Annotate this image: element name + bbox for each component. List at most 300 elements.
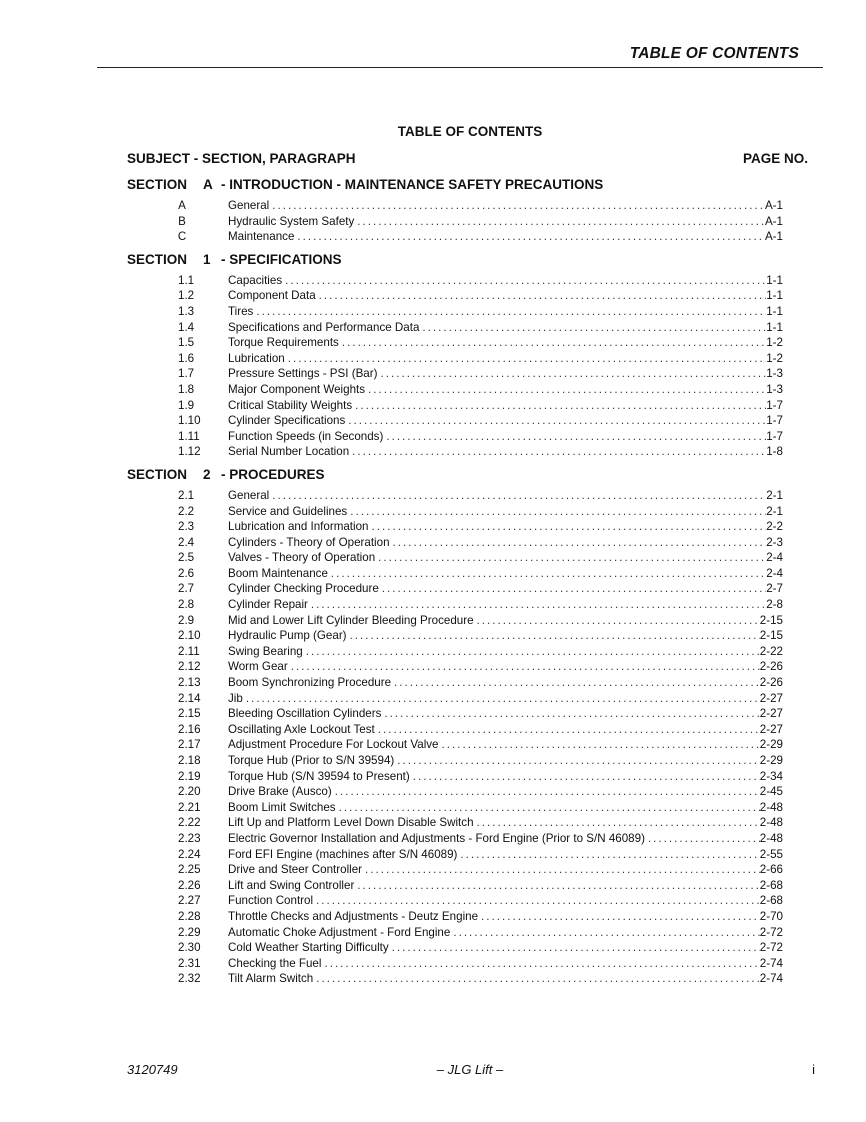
toc-entry [127, 862, 827, 878]
toc-entry-page: 2-55 [759, 847, 783, 861]
toc-entry-line [228, 862, 783, 878]
toc-entry [127, 706, 827, 722]
toc-entry-page: 2-48 [759, 831, 783, 845]
toc-entry [127, 398, 827, 414]
header-rule [97, 67, 823, 68]
toc-entry-title: Mid and Lower Lift Cylinder Bleeding Procedure [228, 613, 474, 627]
dot-leader [477, 613, 760, 629]
toc-entry-title: Drive and Steer Controller [228, 863, 363, 877]
toc-entry-line [228, 288, 783, 304]
toc-entry-line [228, 878, 783, 894]
toc-entry-line [228, 519, 783, 535]
toc-entry-line [228, 628, 783, 644]
toc-entry-title: Hydraulic System Safety [228, 214, 355, 228]
toc-entry [127, 229, 827, 245]
toc-entry-page: 2-3 [766, 535, 783, 549]
dot-leader [394, 675, 760, 691]
toc-entry [127, 214, 827, 230]
toc-entry-number: 1.11 [178, 429, 200, 443]
toc-entry [127, 597, 827, 613]
toc-entry-title: Checking the Fuel [228, 956, 322, 970]
toc-entry [127, 815, 827, 831]
toc-entry-page: 2-15 [759, 629, 783, 643]
toc-entry-number: 1.7 [178, 367, 195, 381]
toc-entry-page: 1-2 [766, 351, 783, 365]
dot-leader [288, 351, 767, 367]
toc-entry-title: Torque Hub (Prior to S/N 39594) [228, 754, 395, 767]
toc-entry-title: Jib [228, 691, 243, 705]
toc-entry [127, 198, 827, 214]
toc-entry-page: 2-7 [766, 582, 783, 596]
toc-entry-page: 2-72 [759, 925, 783, 939]
toc-entry-page: 2-26 [759, 660, 783, 674]
dot-leader [272, 198, 765, 214]
toc-entry-line [228, 566, 783, 582]
toc-entry-title: Swing Bearing [228, 644, 303, 658]
toc-entry [127, 366, 827, 382]
dot-leader [316, 971, 760, 987]
section-id: 1 [203, 251, 211, 267]
toc-entry-line [228, 535, 783, 551]
toc-entry-title: Automatic Choke Adjustment - Ford Engine [228, 925, 451, 939]
toc-entry-page: 2-15 [759, 613, 783, 627]
toc-entry-number: A [178, 199, 186, 212]
toc-entry-title: Lift Up and Platform Level Down Disable Switch [228, 816, 474, 830]
toc-entry-page: 1-2 [766, 336, 783, 350]
toc-entry [127, 488, 827, 504]
toc-entry-number: 2.19 [178, 769, 201, 783]
dot-leader [350, 628, 760, 644]
dot-leader [365, 862, 760, 878]
toc-entry-title: Drive Brake (Ausco) [228, 785, 332, 799]
toc-entry-title: Pressure Settings - PSI (Bar) [228, 367, 378, 381]
toc-entry-line [228, 847, 783, 863]
toc-entry-number: 1.4 [178, 320, 195, 334]
toc-entry-page: 1-3 [766, 382, 783, 396]
toc-entry-number: 2.20 [178, 785, 201, 799]
toc-entry-number: 2.14 [178, 691, 201, 705]
toc-entry-title: Lift and Swing Controller [228, 878, 355, 892]
toc-entry-line [228, 940, 783, 956]
toc-entry-number: C [177, 230, 187, 244]
toc-entry-number: 1.1 [178, 273, 195, 287]
dot-leader [324, 956, 759, 972]
dot-leader [246, 691, 760, 707]
toc-entry-title: Function Control [228, 894, 314, 908]
toc-entry-line [228, 956, 783, 972]
toc-entry-number: 2.27 [178, 894, 201, 908]
toc-entry-title: Electric Governor Installation and Adjustments - Ford Engine (Prior to S/N 46089) [228, 831, 645, 845]
toc-entry-title: Cold Weather Starting Difficulty [228, 941, 389, 955]
toc-entry [127, 382, 827, 398]
section-title: - PROCEDURES [221, 466, 325, 482]
toc-entry-title: General [228, 488, 270, 502]
toc-entry [127, 893, 827, 909]
toc-entry-page: 2-74 [759, 956, 783, 970]
toc-entry-line [228, 382, 783, 398]
dot-leader [331, 566, 766, 582]
footer-page-number: i [812, 1062, 815, 1077]
toc-entry-line [228, 893, 783, 909]
toc-entry [127, 659, 827, 675]
toc-entry-number: 1.12 [178, 445, 201, 459]
toc-entry-page: 1-1 [766, 289, 783, 303]
dot-leader [357, 214, 765, 230]
toc-entry-page: 2-45 [759, 785, 783, 799]
toc-entry-page: 2-29 [759, 738, 783, 752]
dot-leader [648, 831, 760, 847]
toc-entry-page: 1-3 [766, 367, 783, 381]
toc-entry [127, 691, 827, 707]
toc-entry [127, 940, 827, 956]
toc-entry-title: Cylinder Specifications [228, 414, 346, 428]
toc-entry-line [228, 597, 783, 613]
dot-leader [453, 925, 759, 941]
toc-entry-number: 2.31 [178, 956, 201, 970]
footer-doc-number: 3120749 [127, 1062, 178, 1077]
toc-entry-title: Valves - Theory of Operation [228, 551, 376, 565]
toc-entry-line [228, 229, 783, 245]
dot-leader [355, 398, 766, 414]
toc-entry-number: 2.6 [178, 566, 195, 580]
dot-leader [422, 320, 766, 336]
toc-entry [127, 769, 827, 785]
dot-leader [272, 488, 766, 504]
toc-entry-page: 1-1 [766, 320, 783, 334]
toc-entry-page: 2-48 [759, 800, 783, 814]
toc-entry-number: 2.28 [178, 909, 201, 923]
toc-entry-number: 2.9 [178, 613, 195, 627]
toc-entry-number: 2.15 [178, 707, 201, 721]
toc-entry-line [228, 831, 783, 847]
toc-entry-line [228, 675, 783, 691]
toc-entry-line [228, 488, 783, 504]
toc-entry-number: 2.26 [178, 878, 201, 892]
toc-entry-number: 1.9 [178, 398, 195, 412]
toc-entry-list [127, 273, 827, 460]
toc-entry-page: 2-27 [759, 707, 783, 721]
toc-entry-line [228, 550, 783, 566]
toc-entry-line [228, 413, 783, 429]
toc-entry-page: 2-29 [759, 754, 783, 767]
dot-leader [386, 429, 766, 445]
dot-leader [316, 893, 760, 909]
toc-entry-title: Lubrication [228, 351, 285, 365]
toc-entry-line [228, 971, 783, 987]
toc-entry-line [228, 815, 783, 831]
dot-leader [348, 413, 766, 429]
toc-entry-line [228, 581, 783, 597]
toc-entry [127, 956, 827, 972]
toc-entry-line [228, 320, 783, 336]
toc-entry-page: 2-48 [759, 816, 783, 830]
toc-entry-page: 2-4 [766, 566, 783, 580]
toc-entry-line [228, 198, 783, 214]
toc-entry [127, 613, 827, 629]
toc-entry-title: Cylinder Checking Procedure [228, 582, 379, 596]
toc-entry-title: Throttle Checks and Adjustments - Deutz Engine [228, 909, 479, 923]
toc-entry-title: Serial Number Location [228, 445, 350, 459]
section-label: SECTION [127, 177, 188, 192]
toc-entry-number: 2.21 [178, 800, 201, 814]
dot-leader [357, 878, 759, 894]
toc-entry-list [127, 198, 827, 245]
toc-entry-page: 2-72 [759, 941, 783, 955]
dot-leader [350, 504, 766, 520]
toc-entry-number: 2.25 [178, 863, 201, 877]
toc-entry-line [228, 769, 783, 785]
toc-entry-number: 2.1 [178, 488, 195, 502]
toc-entry-page: 2-27 [759, 722, 783, 736]
toc-entry-line [228, 800, 783, 816]
toc-entry-page: 1-7 [766, 398, 783, 412]
toc-entry-title: Torque Requirements [228, 336, 339, 350]
toc-entry-page: 1-7 [766, 414, 783, 428]
toc-entry-title: Ford EFI Engine (machines after S/N 46089) [228, 847, 458, 861]
toc-entry-page: 2-68 [759, 878, 783, 892]
toc-entry-line [228, 335, 783, 351]
toc-entry-number: 2.29 [178, 925, 201, 939]
toc-entry-title: Critical Stability Weights [228, 398, 353, 412]
toc-entry [127, 288, 827, 304]
dot-leader [342, 335, 766, 351]
toc-entry-title: Major Component Weights [228, 382, 366, 396]
toc-entry [127, 413, 827, 429]
toc-entry-line [228, 366, 783, 382]
section-title: - SPECIFICATIONS [221, 251, 342, 267]
toc-entry [127, 925, 827, 941]
toc-title: TABLE OF CONTENTS [397, 124, 543, 139]
dot-leader [285, 273, 766, 289]
toc-entry [127, 675, 827, 691]
toc-entry-number: 2.22 [178, 816, 201, 830]
section-title: - INTRODUCTION - MAINTENANCE SAFETY PRECAUTIONS [221, 177, 604, 192]
toc-entry-number: 2.13 [178, 676, 201, 690]
dot-leader [393, 535, 767, 551]
dot-leader [368, 382, 766, 398]
toc-entry-page: A-1 [764, 230, 783, 244]
dot-leader [384, 706, 759, 722]
toc-entry [127, 800, 827, 816]
toc-entry-page: 1-1 [766, 304, 783, 318]
toc-entry-page: 2-74 [759, 972, 783, 986]
toc-entry-page: 2-34 [759, 769, 783, 783]
section-id: 2 [203, 466, 211, 482]
section-heading [127, 464, 827, 486]
toc-entry-number: 1.3 [178, 304, 195, 318]
toc-entry-title: Oscillating Axle Lockout Test [228, 722, 375, 736]
footer-brand: – JLG Lift – [436, 1062, 504, 1077]
toc-entry-number: 2.10 [178, 629, 201, 643]
toc-entry [127, 519, 827, 535]
toc-entry-page: 2-4 [766, 551, 783, 565]
toc-entry-page: 2-1 [766, 504, 783, 518]
toc-entry-title: Tilt Alarm Switch [228, 972, 314, 986]
toc-entry-line [228, 504, 783, 520]
toc-entry-line [228, 214, 783, 230]
toc-entry-line [228, 753, 783, 769]
dot-leader [380, 366, 766, 382]
toc-entry-number: 2.7 [178, 582, 195, 596]
dot-leader [481, 909, 760, 925]
toc-entry [127, 504, 827, 520]
toc-entry-number: 2.17 [178, 738, 201, 752]
toc-entry-number: 2.8 [178, 598, 195, 612]
dot-leader [378, 722, 760, 738]
toc-entry [127, 737, 827, 753]
toc-entry [127, 444, 827, 460]
toc-entry-number: 2.30 [178, 941, 201, 955]
dot-leader [311, 597, 766, 613]
section-heading [127, 174, 827, 196]
toc-entry-title: Worm Gear [228, 660, 288, 674]
toc-entry-page: 2-70 [759, 909, 783, 923]
toc-entry [127, 831, 827, 847]
toc-entry-line [228, 925, 783, 941]
toc-entry-page: 2-26 [759, 676, 783, 690]
toc-entry-line [228, 722, 783, 738]
toc-entry-number: 2.16 [178, 722, 201, 736]
toc-entry-number: 1.8 [178, 382, 195, 396]
toc-entry-number: 1.2 [178, 289, 195, 303]
toc-entry [127, 878, 827, 894]
toc-entry-line [228, 691, 783, 707]
toc-entry-title: General [228, 199, 270, 212]
dot-leader [297, 229, 765, 245]
toc-entry [127, 550, 827, 566]
toc-entry-page: 1-7 [766, 429, 783, 443]
toc-entry-title: Boom Synchronizing Procedure [228, 676, 392, 690]
running-header-title: TABLE OF CONTENTS [629, 45, 799, 62]
toc-entry-number: 1.6 [178, 351, 195, 365]
toc-entry [127, 628, 827, 644]
toc-entry [127, 847, 827, 863]
dot-leader [477, 815, 760, 831]
toc-entry [127, 909, 827, 925]
dot-leader [306, 644, 760, 660]
dot-leader [460, 847, 759, 863]
toc-entry [127, 722, 827, 738]
dot-leader [378, 550, 766, 566]
column-header-subject: SUBJECT - SECTION, PARAGRAPH [127, 151, 356, 166]
toc-entry [127, 971, 827, 987]
toc-sections [127, 174, 827, 991]
toc-entry-page: 2-1 [766, 488, 783, 502]
toc-entry-title: Boom Limit Switches [228, 800, 336, 814]
toc-entry-page: 1-1 [766, 273, 783, 287]
toc-entry-number: 2.32 [178, 972, 201, 986]
toc-entry [127, 351, 827, 367]
toc-entry [127, 535, 827, 551]
section-label: SECTION [127, 466, 188, 482]
dot-leader [291, 659, 760, 675]
toc-entry-title: Boom Maintenance [228, 566, 328, 580]
toc-entry-title: Component Data [228, 289, 316, 303]
toc-entry [127, 273, 827, 289]
toc-entry [127, 335, 827, 351]
toc-entry-line [228, 398, 783, 414]
toc-entry-line [228, 304, 783, 320]
toc-entry-number: 1.10 [178, 414, 201, 428]
toc-entry-list [127, 488, 827, 987]
toc-entry-line [228, 659, 783, 675]
toc-entry-number: 1.5 [178, 336, 195, 350]
column-header-page-no: PAGE NO. [742, 151, 808, 166]
toc-entry-number: 2.11 [178, 644, 200, 658]
section-id: A [203, 177, 213, 192]
toc-entry-number: 2.2 [178, 504, 195, 518]
toc-entry-number: 2.12 [178, 660, 201, 674]
toc-entry-line [228, 706, 783, 722]
toc-entry [127, 429, 827, 445]
toc-entry-page: 1-8 [766, 445, 783, 459]
dot-leader [372, 519, 767, 535]
toc-entry-title: Maintenance [228, 230, 295, 244]
toc-entry-title: Capacities [228, 273, 283, 287]
section-label: SECTION [127, 251, 188, 267]
toc-entry-page: A-1 [764, 214, 783, 228]
toc-entry-page: A-1 [764, 199, 783, 212]
toc-entry-title: Service and Guidelines [228, 504, 348, 518]
toc-entry-title: Tires [228, 304, 254, 318]
dot-leader [352, 444, 766, 460]
toc-entry-number: 2.4 [178, 535, 195, 549]
toc-entry [127, 753, 827, 769]
toc-entry-page: 2-2 [766, 520, 783, 534]
toc-entry [127, 644, 827, 660]
toc-entry-line [228, 351, 783, 367]
dot-leader [397, 753, 760, 769]
toc-entry [127, 566, 827, 582]
toc-entry-page: 2-68 [759, 894, 783, 908]
dot-leader [413, 769, 760, 785]
toc-entry-page: 2-8 [766, 598, 783, 612]
toc-entry-line [228, 444, 783, 460]
toc-entry-line [228, 273, 783, 289]
toc-entry-number: 2.23 [178, 831, 201, 845]
toc-entry-line [228, 737, 783, 753]
dot-leader [319, 288, 767, 304]
toc-entry [127, 581, 827, 597]
dot-leader [382, 581, 766, 597]
toc-entry-title: Lubrication and Information [228, 520, 369, 534]
dot-leader [442, 737, 760, 753]
dot-leader [392, 940, 760, 956]
toc-entry-number: 2.5 [178, 551, 195, 565]
toc-entry [127, 304, 827, 320]
toc-entry-title: Specifications and Performance Data [228, 320, 420, 334]
toc-entry-line [228, 644, 783, 660]
dot-leader [335, 784, 760, 800]
toc-entry [127, 320, 827, 336]
toc-entry-page: 2-27 [759, 691, 783, 705]
dot-leader [256, 304, 766, 320]
toc-entry-title: Function Speeds (in Seconds) [228, 429, 384, 443]
toc-entry-number: 2.24 [178, 847, 201, 861]
dot-leader [339, 800, 760, 816]
toc-entry-number: 2.3 [178, 520, 195, 534]
toc-entry-number: B [178, 214, 186, 228]
toc-entry-title: Hydraulic Pump (Gear) [228, 629, 347, 643]
toc-entry-line [228, 784, 783, 800]
toc-entry-line [228, 613, 783, 629]
toc-entry-line [228, 909, 783, 925]
toc-entry-title: Cylinder Repair [228, 598, 308, 612]
toc-entry-number: 2.18 [178, 754, 201, 767]
toc-entry-page: 2-22 [759, 644, 783, 658]
toc-entry [127, 784, 827, 800]
section-heading [127, 249, 827, 271]
